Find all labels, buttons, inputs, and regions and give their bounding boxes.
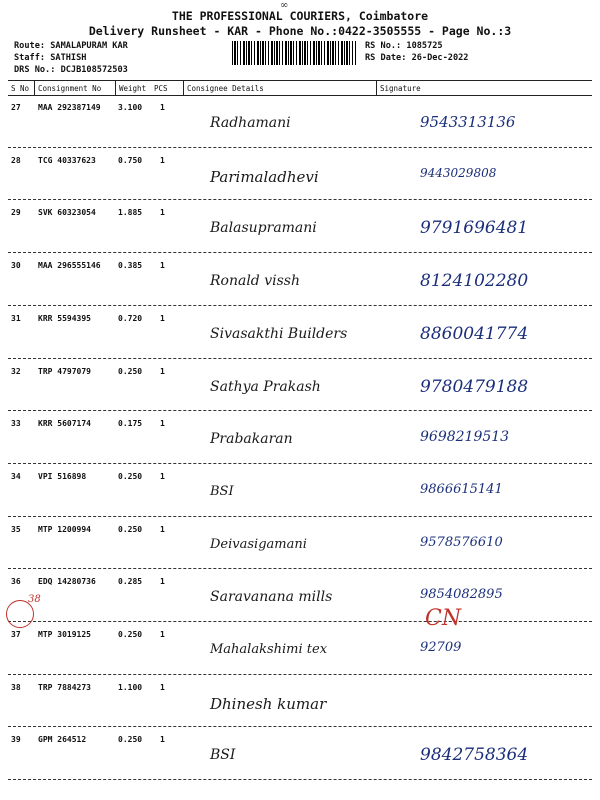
row-weight: 0.250 [118,471,143,481]
row-consignee-handwriting: BSI [210,747,236,764]
row-signature: 9443029808 [420,165,497,180]
row-weight: 0.250 [118,630,143,639]
row-consignee-handwriting: Deivasigamani [210,536,307,552]
row-weight: 0.720 [118,313,143,323]
row-consignment: EDQ 14280736 [38,577,96,587]
row-weight: 1.100 [118,682,143,692]
row-consignment: KRR 5607174 [38,419,91,429]
row-weight: 0.250 [118,735,143,745]
column-divider [183,80,184,95]
row-pcs: 1 [160,155,165,165]
row-weight: 0.250 [118,366,143,376]
row-signature: 92709 [420,640,462,655]
column-divider [115,80,116,95]
row-consignment: SVK 60323054 [38,208,96,218]
red-cn-mark: CN [425,606,462,631]
row-separator [8,621,592,622]
row-pcs: 1 [160,103,165,112]
row-separator [8,516,592,517]
row-separator [8,305,592,306]
row-signature: 9578576610 [420,534,503,550]
row-sno: 35 [11,524,21,534]
row-sno: 33 [11,419,21,429]
row-consignee-handwriting: Sathya Prakash [210,378,321,395]
row-consignment: VPI 516898 [38,471,87,481]
table-header-border [8,95,592,96]
row-consignee-handwriting: Prabakaran [210,431,293,448]
row-consignment: MAA 296555146 [38,261,101,271]
col-header-weight: Weight [119,84,147,93]
row-consignee-handwriting: BSI [210,483,234,499]
row-consignment: GPM 264512 [38,735,87,745]
row-consignee-handwriting: Dhinesh kumar [210,694,327,713]
row-separator [8,252,592,253]
row-signature: 9854082895 [420,587,503,603]
row-separator [8,463,592,464]
row-separator [8,410,592,411]
row-sno: 34 [11,471,21,481]
row-separator [8,199,592,200]
row-consignment: KRR 5594395 [38,313,91,323]
row-consignee-handwriting: Parimaladhevi [210,167,319,186]
row-consignment: MTP 3019125 [38,630,91,639]
row-separator [8,358,592,359]
row-sno: 38 [11,682,21,692]
col-header-pcs: PCS [154,84,168,93]
row-signature: 9543313136 [420,113,516,131]
drs-label: DRS No.: DCJB108572503 [14,65,128,75]
row-consignee-handwriting: Balasupramani [210,220,317,237]
row-weight: 0.285 [118,577,143,587]
row-consignee-handwriting: Radhamani [210,115,291,131]
row-sno: 27 [11,103,21,112]
row-weight: 3.100 [118,103,143,112]
row-pcs: 1 [160,735,165,745]
row-sno: 37 [11,630,21,639]
row-signature: 8860041774 [420,323,529,344]
row-pcs: 1 [160,471,165,481]
table-top-border [8,80,592,81]
row-weight: 1.885 [118,208,143,218]
handwritten-mark: ∞ [280,0,289,11]
row-signature: 9698219513 [420,429,510,446]
row-consignee-handwriting: Ronald vissh [210,273,300,290]
circled-row-number: 38 [28,594,41,605]
row-weight: 0.250 [118,524,143,534]
row-consignment: MTP 1200994 [38,524,91,534]
col-header-consignment: Consignment No [38,84,102,93]
row-signature: 9791696481 [420,218,529,239]
row-consignment: TRP 7884273 [38,682,91,692]
row-pcs: 1 [160,208,165,218]
row-pcs: 1 [160,313,165,323]
row-signature: 8124102280 [420,271,529,292]
route-label: Route: SAMALAPURAM KAR [14,41,128,51]
row-pcs: 1 [160,682,165,692]
row-sno: 39 [11,735,21,745]
row-weight: 0.750 [118,155,143,165]
runsheet-subtitle: Delivery Runsheet - KAR - Phone No.:0422-3505555 - Page No.:3 [88,24,512,38]
row-signature: 9780479188 [420,376,529,397]
rs-number: RS No.: 1085725 [365,41,443,51]
row-weight: 0.175 [118,419,143,429]
row-consignee-handwriting: Mahalakshimi tex [210,642,328,657]
row-consignment: MAA 292387149 [38,103,101,112]
barcode-image [232,41,356,65]
row-sno: 31 [11,313,21,323]
column-divider [34,80,35,95]
row-pcs: 1 [160,261,165,271]
row-sno: 30 [11,261,21,271]
row-consignee-handwriting: Sivasakthi Builders [210,325,348,342]
row-separator [8,779,592,780]
row-separator [8,726,592,727]
row-pcs: 1 [160,630,165,639]
row-pcs: 1 [160,366,165,376]
row-sno: 29 [11,208,21,218]
company-title: THE PROFESSIONAL COURIERS, Coimbatore [171,9,429,23]
col-header-consignee: Consignee Details [187,84,264,93]
row-pcs: 1 [160,524,165,534]
row-separator [8,568,592,569]
row-pcs: 1 [160,419,165,429]
row-sno: 32 [11,366,21,376]
row-sno: 28 [11,155,21,165]
column-divider [376,80,377,95]
row-separator [8,674,592,675]
row-consignment: TRP 4797079 [38,366,91,376]
staff-label: Staff: SATHISH [14,53,87,63]
row-signature: 9866615141 [420,481,503,497]
col-header-sno: S No [11,84,30,93]
row-separator [8,147,592,148]
row-consignment: TCG 40337623 [38,155,96,165]
row-signature: 9842758364 [420,745,529,766]
row-sno: 36 [11,577,21,587]
row-pcs: 1 [160,577,165,587]
col-header-signature: Signature [380,84,421,93]
rs-date: RS Date: 26-Dec-2022 [365,53,469,63]
row-consignee-handwriting: Saravanana mills [210,589,333,606]
row-weight: 0.385 [118,261,143,271]
